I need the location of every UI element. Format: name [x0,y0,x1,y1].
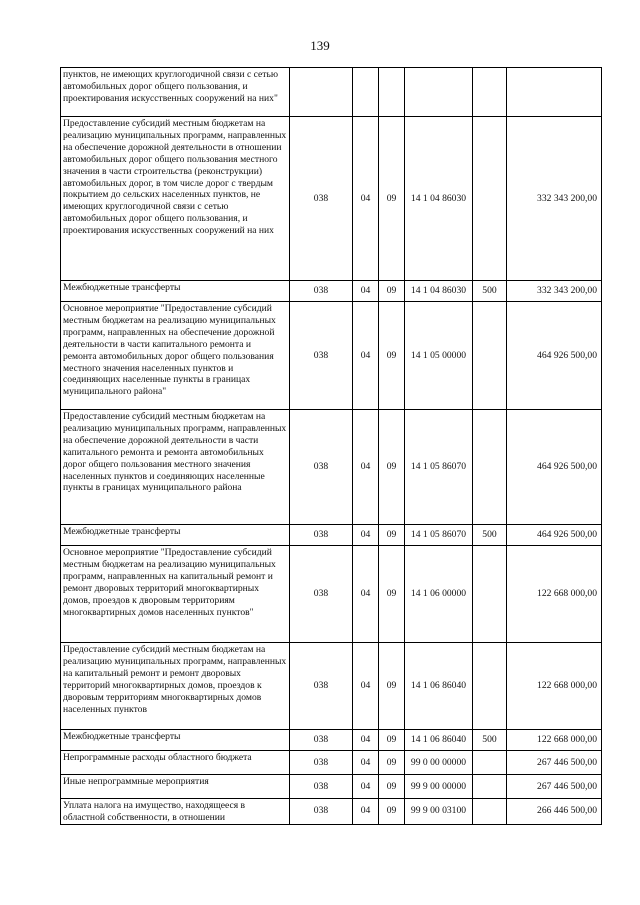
cell-name: Иные непрограммные мероприятия [61,775,290,799]
cell-sum: 464 926 500,00 [507,525,602,546]
cell-name: пунктов, не имеющих круглогодичной связи с сетью автомобильных дорог общего пользования, и проектирования искусственных сооружений на них" [61,68,290,117]
cell-grbs: 038 [290,643,353,730]
cell-sum: 267 446 500,00 [507,751,602,775]
cell-name: Межбюджетные трансферты [61,281,290,302]
table-row [61,643,602,730]
cell-rz: 04 [353,117,379,281]
cell-grbs: 038 [290,799,353,825]
page-number: 139 [310,38,330,53]
cell-name: Основное мероприятие "Предоставление субсидий местным бюджетам на реализацию муниципальных программ, направленных на капитальный ремонт и ремонт дворовых территорий многоквартирных домов, проездов к дворовым территориям многоквартирных домов населенных пунктов" [61,546,290,643]
cell-name: Основное мероприятие "Предоставление субсидий местным бюджетам на реализацию муниципальных программ, направленных на обеспечение дорожной деятельности в части капитального ремонта и ремонта автомобильных дорог общего пользования местного значения населенных пунктов и соединяющих населенные пункты в границах муниципального района" [61,302,290,410]
cell-grbs: 038 [290,546,353,643]
table-row [61,117,602,281]
cell-pr: 09 [379,117,405,281]
cell-vr: 500 [473,730,507,751]
cell-csr: 14 1 06 86040 [405,643,473,730]
cell-rz: 04 [353,525,379,546]
cell-grbs: 038 [290,281,353,302]
cell-vr: 500 [473,525,507,546]
cell-csr: 14 1 05 86070 [405,410,473,525]
cell-name: Межбюджетные трансферты [61,525,290,546]
cell-pr: 09 [379,643,405,730]
cell-grbs [290,68,353,117]
table-row [61,730,602,751]
cell-csr: 99 0 00 00000 [405,751,473,775]
cell-sum: 332 343 200,00 [507,281,602,302]
cell-pr [379,68,405,117]
cell-rz: 04 [353,643,379,730]
cell-name: Межбюджетные трансферты [61,730,290,751]
cell-vr [473,68,507,117]
table-row [61,68,602,117]
budget-table [60,67,602,825]
cell-grbs: 038 [290,117,353,281]
cell-rz: 04 [353,302,379,410]
cell-csr [405,68,473,117]
cell-csr: 14 1 04 86030 [405,117,473,281]
cell-pr: 09 [379,775,405,799]
cell-sum [507,68,602,117]
cell-vr [473,643,507,730]
cell-pr: 09 [379,751,405,775]
cell-rz [353,68,379,117]
cell-vr [473,546,507,643]
cell-sum: 332 343 200,00 [507,117,602,281]
cell-sum: 464 926 500,00 [507,410,602,525]
cell-name: Уплата налога на имущество, находящееся в областной собственности, в отношении [61,799,290,825]
cell-pr: 09 [379,410,405,525]
cell-name: Предоставление субсидий местным бюджетам на реализацию муниципальных программ, направленных на обеспечение дорожной деятельности в части капитального ремонта и ремонта автомобильных дорог общего пользования местного значения населенных пунктов и соединяющих населенные пункты в границах муниципального района [61,410,290,525]
table-row [61,799,602,825]
cell-csr: 14 1 04 86030 [405,281,473,302]
cell-vr [473,117,507,281]
cell-csr: 14 1 06 86040 [405,730,473,751]
cell-rz: 04 [353,799,379,825]
cell-sum: 122 668 000,00 [507,546,602,643]
cell-rz: 04 [353,546,379,643]
cell-sum: 464 926 500,00 [507,302,602,410]
cell-grbs: 038 [290,730,353,751]
cell-rz: 04 [353,281,379,302]
cell-sum: 266 446 500,00 [507,799,602,825]
cell-csr: 99 9 00 00000 [405,775,473,799]
cell-vr [473,775,507,799]
table-row [61,302,602,410]
table-row [61,775,602,799]
cell-rz: 04 [353,410,379,525]
cell-pr: 09 [379,525,405,546]
cell-vr [473,302,507,410]
cell-csr: 14 1 06 00000 [405,546,473,643]
cell-csr: 14 1 05 86070 [405,525,473,546]
cell-vr: 500 [473,281,507,302]
cell-grbs: 038 [290,410,353,525]
cell-vr [473,751,507,775]
cell-sum: 122 668 000,00 [507,643,602,730]
cell-grbs: 038 [290,525,353,546]
table-row [61,281,602,302]
cell-name: Предоставление субсидий местным бюджетам на реализацию муниципальных программ, направленных на обеспечение дорожной деятельности в отношении автомобильных дорог общего пользования местного значения в части строительства (реконструкции) автомобильных дорог, в том числе дорог с твердым покрытием до сельских населенных пунктов, не имеющих круглогодичной связи с сетью автомобильных дорог общего пользования, и проектирования искусственных сооружений на них [61,117,290,281]
cell-grbs: 038 [290,775,353,799]
table-row [61,751,602,775]
cell-name: Предоставление субсидий местным бюджетам на реализацию муниципальных программ, направленных на капитальный ремонт и ремонт дворовых территорий многоквартирных домов, проездов к дворовым территориям многоквартирных домов населенных пунктов [61,643,290,730]
cell-grbs: 038 [290,751,353,775]
cell-pr: 09 [379,730,405,751]
table-row [61,525,602,546]
cell-name: Непрограммные расходы областного бюджета [61,751,290,775]
cell-csr: 14 1 05 00000 [405,302,473,410]
cell-sum: 122 668 000,00 [507,730,602,751]
table-row [61,410,602,525]
cell-sum: 267 446 500,00 [507,775,602,799]
table-row [61,546,602,643]
cell-pr: 09 [379,302,405,410]
cell-csr: 99 9 00 03100 [405,799,473,825]
cell-pr: 09 [379,281,405,302]
cell-rz: 04 [353,751,379,775]
cell-vr [473,799,507,825]
cell-vr [473,410,507,525]
cell-pr: 09 [379,799,405,825]
cell-pr: 09 [379,546,405,643]
cell-grbs: 038 [290,302,353,410]
cell-rz: 04 [353,730,379,751]
cell-rz: 04 [353,775,379,799]
